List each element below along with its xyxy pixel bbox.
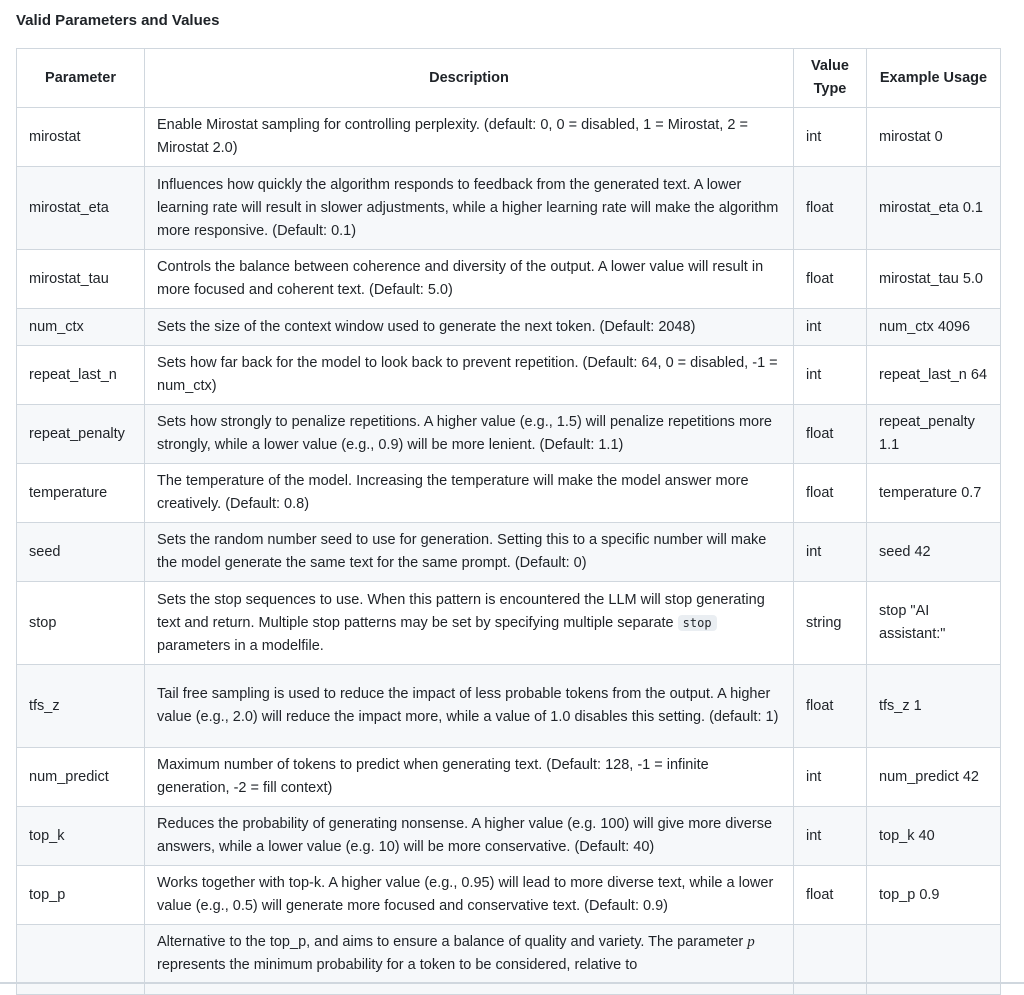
cell-description: The temperature of the model. Increasing the temperature will make the model answer more creatively. (Default: 0.8) bbox=[145, 464, 794, 523]
table-row bbox=[17, 748, 1001, 807]
cell-description: Works together with top-k. A higher value (e.g., 0.95) will lead to more diverse text, while a lower value (e.g., 0.5) will generate more focused and conservative text. (Default: 0.9) bbox=[145, 866, 794, 925]
cell-description: Sets how strongly to penalize repetitions. A higher value (e.g., 1.5) will penalize repetitions more strongly, while a lower value (e.g., 0.9) will be more lenient. (Default: 1.1) bbox=[145, 405, 794, 464]
cell-value-type: float bbox=[794, 464, 867, 523]
cell-example: mirostat_tau 5.0 bbox=[867, 250, 1001, 309]
cell-parameter: num_ctx bbox=[17, 309, 145, 346]
cell-description: Maximum number of tokens to predict when generating text. (Default: 128, -1 = infinite generation, -2 = fill context) bbox=[145, 748, 794, 807]
parameters-table bbox=[16, 48, 1001, 995]
table-row bbox=[17, 405, 1001, 464]
cell-value-type: int bbox=[794, 807, 867, 866]
cell-parameter: tfs_z bbox=[17, 665, 145, 748]
section-title: Valid Parameters and Values bbox=[16, 12, 220, 29]
cell-example: mirostat 0 bbox=[867, 108, 1001, 167]
inline-code: stop bbox=[678, 615, 717, 631]
cell-value-type: int bbox=[794, 108, 867, 167]
cell-example bbox=[867, 925, 1001, 995]
cell-parameter: top_p bbox=[17, 866, 145, 925]
cell-example: mirostat_eta 0.1 bbox=[867, 167, 1001, 250]
cell-parameter bbox=[17, 925, 145, 995]
cell-parameter: mirostat bbox=[17, 108, 145, 167]
description-text: Sets the stop sequences to use. When this pattern is encountered the LLM will stop generating text and return. Multiple stop patterns may be set by specifying multiple separate bbox=[157, 591, 765, 631]
table-row bbox=[17, 464, 1001, 523]
cell-description: Tail free sampling is used to reduce the impact of less probable tokens from the output. A higher value (e.g., 2.0) will reduce the impact more, while a value of 1.0 disables this setting. (default: 1) bbox=[145, 665, 794, 748]
cell-description: Sets how far back for the model to look back to prevent repetition. (Default: 64, 0 = disabled, -1 = num_ctx) bbox=[145, 346, 794, 405]
table-row bbox=[17, 346, 1001, 405]
cell-value-type: float bbox=[794, 866, 867, 925]
cell-example: temperature 0.7 bbox=[867, 464, 1001, 523]
cell-value-type: int bbox=[794, 346, 867, 405]
cell-value-type: string bbox=[794, 582, 867, 665]
cell-parameter: temperature bbox=[17, 464, 145, 523]
description-text: Alternative to the top_p, and aims to ensure a balance of quality and variety. The parameter bbox=[157, 934, 748, 950]
cell-description: Sets the size of the context window used to generate the next token. (Default: 2048) bbox=[145, 309, 794, 346]
table-row bbox=[17, 925, 1001, 995]
cell-description: Controls the balance between coherence and diversity of the output. A lower value will result in more focused and coherent text. (Default: 5.0) bbox=[145, 250, 794, 309]
description-text: represents the minimum probability for a token to be considered, relative to bbox=[157, 957, 638, 973]
cell-example: repeat_penalty 1.1 bbox=[867, 405, 1001, 464]
header-parameter: Parameter bbox=[17, 49, 145, 108]
cell-parameter: mirostat_tau bbox=[17, 250, 145, 309]
cell-example: num_ctx 4096 bbox=[867, 309, 1001, 346]
cell-description bbox=[145, 582, 794, 665]
cell-description bbox=[145, 925, 794, 995]
table-row bbox=[17, 665, 1001, 748]
cell-example: repeat_last_n 64 bbox=[867, 346, 1001, 405]
header-description: Description bbox=[145, 49, 794, 108]
cell-example: seed 42 bbox=[867, 523, 1001, 582]
cell-parameter: repeat_last_n bbox=[17, 346, 145, 405]
cell-parameter: stop bbox=[17, 582, 145, 665]
cell-value-type: float bbox=[794, 405, 867, 464]
cell-value-type: int bbox=[794, 523, 867, 582]
table-row bbox=[17, 108, 1001, 167]
cell-parameter: mirostat_eta bbox=[17, 167, 145, 250]
cell-description: Reduces the probability of generating nonsense. A higher value (e.g. 100) will give more diverse answers, while a lower value (e.g. 10) will be more conservative. (Default: 40) bbox=[145, 807, 794, 866]
table-header-row bbox=[17, 49, 1001, 108]
cell-example: top_k 40 bbox=[867, 807, 1001, 866]
cell-parameter: seed bbox=[17, 523, 145, 582]
table-row bbox=[17, 309, 1001, 346]
table-row bbox=[17, 250, 1001, 309]
table-row bbox=[17, 866, 1001, 925]
table-row bbox=[17, 807, 1001, 866]
cell-value-type: float bbox=[794, 167, 867, 250]
cell-description: Enable Mirostat sampling for controlling perplexity. (default: 0, 0 = disabled, 1 = Mirostat, 2 = Mirostat 2.0) bbox=[145, 108, 794, 167]
cell-example: top_p 0.9 bbox=[867, 866, 1001, 925]
header-example-usage: Example Usage bbox=[867, 49, 1001, 108]
table-row bbox=[17, 167, 1001, 250]
cell-value-type: float bbox=[794, 665, 867, 748]
cell-value-type bbox=[794, 925, 867, 995]
cell-example: stop "AI assistant:" bbox=[867, 582, 1001, 665]
cell-value-type: int bbox=[794, 309, 867, 346]
cell-parameter: repeat_penalty bbox=[17, 405, 145, 464]
cell-example: num_predict 42 bbox=[867, 748, 1001, 807]
description-text: parameters in a modelfile. bbox=[157, 637, 324, 654]
header-value-type: Value Type bbox=[794, 49, 867, 108]
cell-description: Sets the random number seed to use for generation. Setting this to a specific number will make the model generate the same text for the same prompt. (Default: 0) bbox=[145, 523, 794, 582]
table-row bbox=[17, 582, 1001, 665]
cell-value-type: int bbox=[794, 748, 867, 807]
cell-example: tfs_z 1 bbox=[867, 665, 1001, 748]
cell-description: Influences how quickly the algorithm responds to feedback from the generated text. A lower learning rate will result in slower adjustments, while a higher learning rate will make the algorithm more responsive. (Default: 0.1) bbox=[145, 167, 794, 250]
cell-value-type: float bbox=[794, 250, 867, 309]
cell-parameter: top_k bbox=[17, 807, 145, 866]
table-row bbox=[17, 523, 1001, 582]
cell-parameter: num_predict bbox=[17, 748, 145, 807]
math-variable: p bbox=[747, 934, 755, 950]
